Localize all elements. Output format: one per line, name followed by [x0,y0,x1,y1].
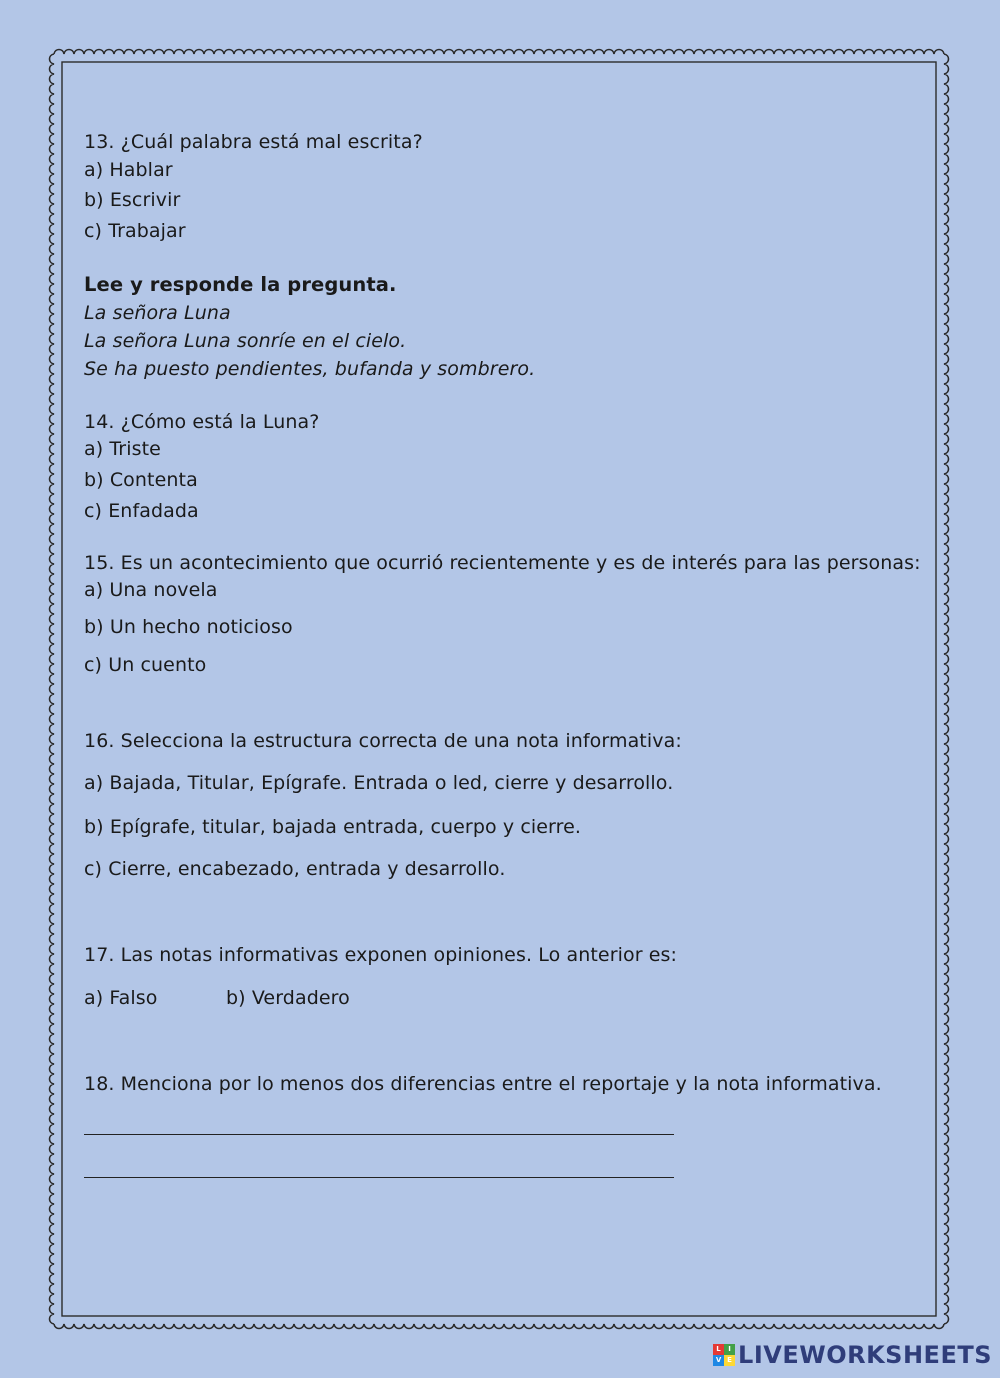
logo-text: LIVEWORKSHEETS [738,1341,992,1369]
poem-line-2: Se ha puesto pendientes, bufanda y sombrero. [84,358,536,380]
q15-option-b[interactable]: b) Un hecho noticioso [84,616,293,638]
reading-instruction: Lee y responde la pregunta. [84,273,397,296]
logo-mark-i: I [724,1344,735,1355]
q13-option-c[interactable]: c) Trabajar [84,220,186,242]
question-15: 15. Es un acontecimiento que ocurrió recientemente y es de interés para las personas: [84,552,921,574]
poem-line-1: La señora Luna sonríe en el cielo. [84,330,407,352]
q16-option-b[interactable]: b) Epígrafe, titular, bajada entrada, cuerpo y cierre. [84,816,582,838]
border-wave-segment [944,54,949,1324]
q13-option-a[interactable]: a) Hablar [84,159,173,181]
border-wave-segment [54,50,944,55]
q17-option-b[interactable]: b) Verdadero [226,987,350,1009]
answer-line-2[interactable] [84,1177,674,1178]
logo-mark-l: L [713,1344,724,1355]
question-13: 13. ¿Cuál palabra está mal escrita? [84,131,423,153]
logo-mark-v: V [713,1355,724,1366]
border-wave-segment [50,54,55,1324]
border-wave-segment [54,1324,944,1329]
liveworksheets-logo [713,1340,992,1370]
q14-option-b[interactable]: b) Contenta [84,469,198,491]
question-16: 16. Selecciona la estructura correcta de una nota informativa: [84,730,682,752]
q13-option-b[interactable]: b) Escrivir [84,189,181,211]
q16-option-c[interactable]: c) Cierre, encabezado, entrada y desarrollo. [84,858,506,880]
q14-option-a[interactable]: a) Triste [84,438,161,460]
q16-option-a[interactable]: a) Bajada, Titular, Epígrafe. Entrada o led, cierre y desarrollo. [84,772,674,794]
question-17: 17. Las notas informativas exponen opiniones. Lo anterior es: [84,944,678,966]
q17-option-a[interactable]: a) Falso [84,987,158,1009]
q15-option-a[interactable]: a) Una novela [84,579,218,601]
question-14: 14. ¿Cómo está la Luna? [84,411,320,433]
q15-option-c[interactable]: c) Un cuento [84,654,207,676]
q14-option-c[interactable]: c) Enfadada [84,500,199,522]
logo-grid-icon [713,1344,735,1366]
question-18: 18. Menciona por lo menos dos diferencias entre el reportaje y la nota informativa. [84,1073,882,1095]
logo-mark-e: E [724,1355,735,1366]
answer-line-1[interactable] [84,1134,674,1135]
border-inner-rect [62,62,936,1316]
poem-title: La señora Luna [84,302,231,324]
